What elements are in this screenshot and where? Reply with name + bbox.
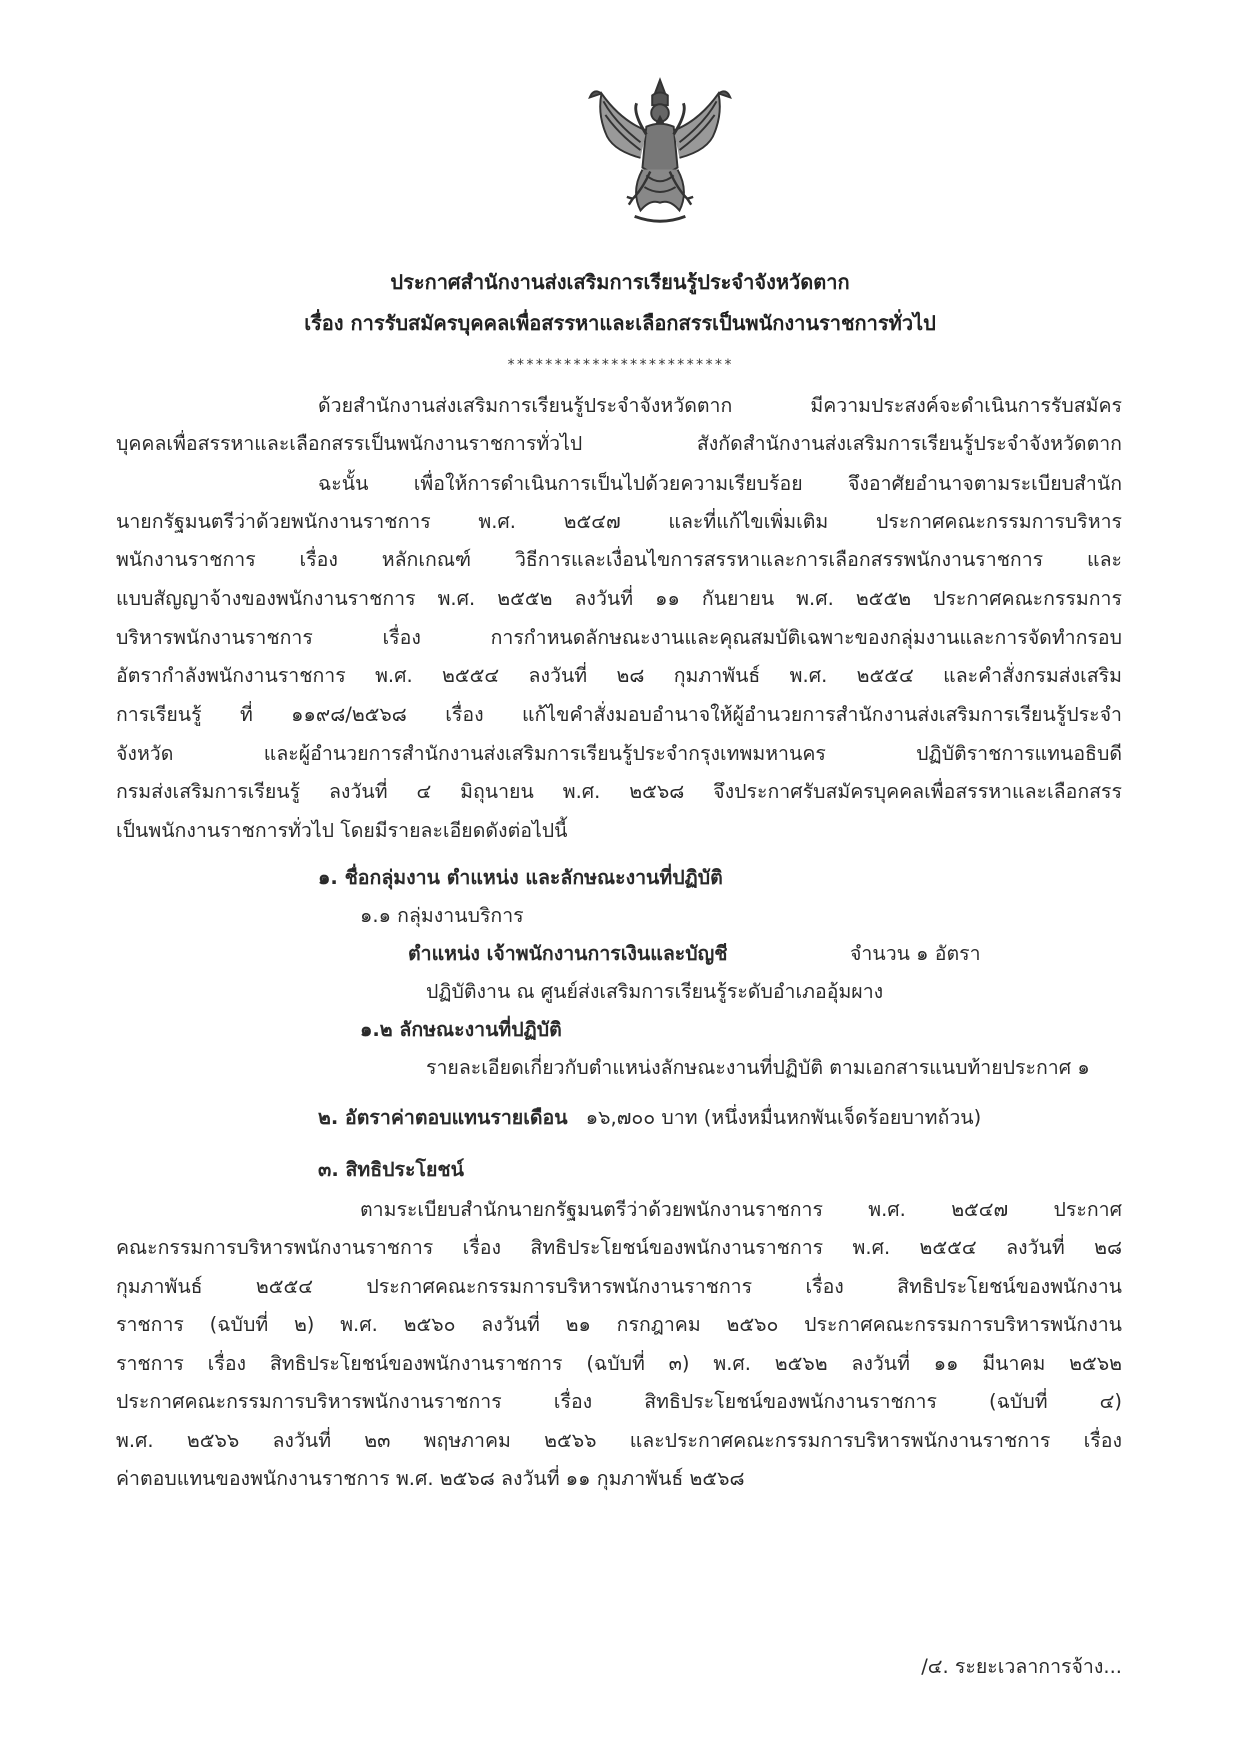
intro-line: แบบสัญญาจ้างของพนักงานราชการ พ.ศ. ๒๕๕๒ ลงวันที่ ๑๑ กันยายน พ.ศ. ๒๕๕๒ ประกาศคณะกรรมการ <box>116 587 1122 610</box>
section-2-heading: ๒. อัตราค่าตอบแทนรายเดือน <box>318 1106 568 1129</box>
section-2-row <box>318 1106 981 1129</box>
intro-line: ด้วยสำนักงานส่งเสริมการเรียนรู้ประจำจังหวัดตาก มีความประสงค์จะดำเนินการรับสมัคร <box>318 394 1122 417</box>
intro-line: บริหารพนักงานราชการ เรื่อง การกำหนดลักษณะงานและคุณสมบัติเฉพาะของกลุ่มงานและการจัดทำกรอบ <box>116 626 1122 649</box>
intro-line: นายกรัฐมนตรีว่าด้วยพนักงานราชการ พ.ศ. ๒๕๔๗ และที่แก้ไขเพิ่มเติม ประกาศคณะกรรมการบริหาร <box>116 510 1122 533</box>
benefits-line: คณะกรรมการบริหารพนักงานราชการ เรื่อง สิทธิประโยชน์ของพนักงานราชการ พ.ศ. ๒๕๕๔ ลงวันที่ ๒๘ <box>116 1236 1122 1259</box>
garuda-seal-icon <box>582 74 738 230</box>
intro-line: พนักงานราชการ เรื่อง หลักเกณฑ์ วิธีการและเงื่อนไขการสรรหาและการเลือกสรรพนักงานราชการ และ <box>116 548 1122 571</box>
position-quantity: จำนวน ๑ อัตรา <box>850 942 981 965</box>
intro-line: การเรียนรู้ ที่ ๑๑๙๘/๒๕๖๘ เรื่อง แก้ไขคำสั่งมอบอำนาจให้ผู้อำนวยการสำนักงานส่งเสริมการเรียนรู้ประจำ <box>116 703 1122 726</box>
benefits-line: ราชการ (ฉบับที่ ๒) พ.ศ. ๒๕๖๐ ลงวันที่ ๒๑ กรกฎาคม ๒๕๖๐ ประกาศคณะกรรมการบริหารพนักงาน <box>116 1313 1122 1336</box>
benefits-line: ค่าตอบแทนของพนักงานราชการ พ.ศ. ๒๕๖๘ ลงวันที่ ๑๑ กุมภาพันธ์ ๒๕๖๘ <box>116 1467 745 1490</box>
intro-line: บุคคลเพื่อสรรหาและเลือกสรรเป็นพนักงานราชการทั่วไป สังกัดสำนักงานส่งเสริมการเรียนรู้ประจำจังหวัดตาก <box>116 432 1122 455</box>
benefits-line: ราชการ เรื่อง สิทธิประโยชน์ของพนักงานราชการ (ฉบับที่ ๓) พ.ศ. ๒๕๖๒ ลงวันที่ ๑๑ มีนาคม ๒๕๖๒ <box>116 1352 1122 1375</box>
benefits-line: พ.ศ. ๒๕๖๖ ลงวันที่ ๒๓ พฤษภาคม ๒๕๖๖ และประกาศคณะกรรมการบริหารพนักงานราชการ เรื่อง <box>116 1429 1122 1452</box>
section-1-heading: ๑. ชื่อกลุ่มงาน ตำแหน่ง และลักษณะงานที่ปฏิบัติ <box>318 866 723 889</box>
benefits-line: ประกาศคณะกรรมการบริหารพนักงานราชการ เรื่อง สิทธิประโยชน์ของพนักงานราชการ (ฉบับที่ ๔) <box>116 1390 1122 1413</box>
intro-line: อัตรากำลังพนักงานราชการ พ.ศ. ๒๕๕๔ ลงวันที่ ๒๘ กุมภาพันธ์ พ.ศ. ๒๕๕๔ และคำสั่งกรมส่งเสริม <box>116 664 1122 687</box>
position-title: ตำแหน่ง เจ้าพนักงานการเงินและบัญชี <box>408 942 728 965</box>
intro-line: จังหวัด และผู้อำนวยการสำนักงานส่งเสริมการเรียนรู้ประจำกรุงเทพมหานคร ปฏิบัติราชการแทนอธิบดี <box>116 742 1122 765</box>
intro-line: กรมส่งเสริมการเรียนรู้ ลงวันที่ ๔ มิถุนายน พ.ศ. ๒๕๖๘ จึงประกาศรับสมัครบุคคลเพื่อสรรหาและเลือกสรร <box>116 780 1122 803</box>
announcement-title: ประกาศสำนักงานส่งเสริมการเรียนรู้ประจำจังหวัดตาก <box>390 270 850 294</box>
intro-line: เป็นพนักงานราชการทั่วไป โดยมีรายละเอียดดังต่อไปนี้ <box>116 819 568 842</box>
title-separator: ************************ <box>506 357 734 373</box>
section-1-2-heading: ๑.๒ ลักษณะงานที่ปฏิบัติ <box>360 1018 562 1041</box>
section-3-heading: ๓. สิทธิประโยชน์ <box>318 1158 464 1181</box>
announcement-subject: เรื่อง การรับสมัครบุคคลเพื่อสรรหาและเลือกสรรเป็นพนักงานราชการทั่วไป <box>304 311 936 335</box>
salary-amount: ๑๖,๗๐๐ บาท (หนึ่งหมื่นหกพันเจ็ดร้อยบาทถ้วน) <box>585 1106 982 1129</box>
benefits-line: ตามระเบียบสำนักนายกรัฐมนตรีว่าด้วยพนักงานราชการ พ.ศ. ๒๕๔๗ ประกาศ <box>360 1198 1122 1221</box>
job-description-text: รายละเอียดเกี่ยวกับตำแหน่งลักษณะงานที่ปฏิบัติ ตามเอกสารแนบท้ายประกาศ ๑ <box>426 1056 1090 1079</box>
continuation-marker: /๔. ระยะเวลาการจ้าง... <box>921 1655 1122 1678</box>
intro-line: ฉะนั้น เพื่อให้การดำเนินการเป็นไปด้วยความเรียบร้อย จึงอาศัยอำนาจตามระเบียบสำนัก <box>318 472 1122 495</box>
workplace-text: ปฏิบัติงาน ณ ศูนย์ส่งเสริมการเรียนรู้ระดับอำเภออุ้มผาง <box>426 980 884 1003</box>
benefits-line: กุมภาพันธ์ ๒๕๕๔ ประกาศคณะกรรมการบริหารพนักงานราชการ เรื่อง สิทธิประโยชน์ของพนักงาน <box>116 1275 1122 1298</box>
section-1-1-heading: ๑.๑ กลุ่มงานบริการ <box>360 904 524 927</box>
